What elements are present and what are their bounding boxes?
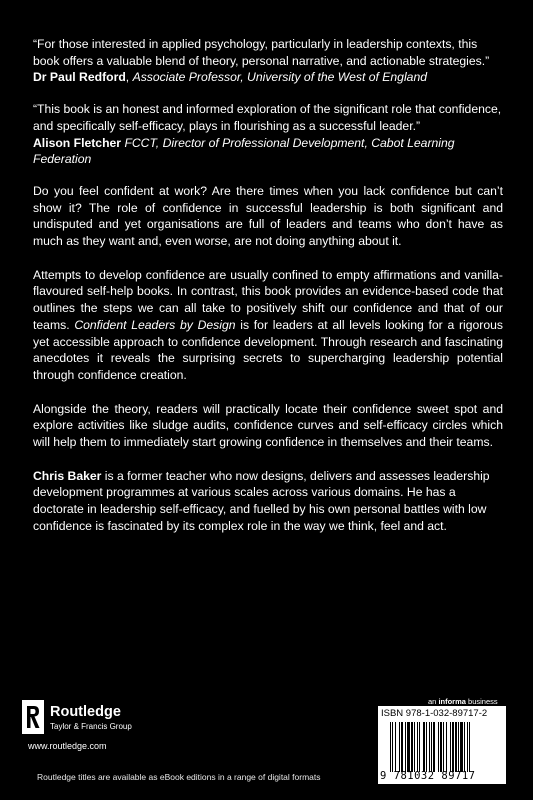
- routledge-r-logo: [22, 700, 44, 734]
- informa-tag: [428, 697, 498, 706]
- ebook-note: Routledge titles are available as eBook editions in a range of digital formats: [37, 772, 321, 782]
- informa-prefix: an: [428, 697, 439, 706]
- endorsement-2-attribution: [33, 135, 503, 168]
- barcode-bar: [433, 722, 435, 772]
- book-title-inline: Confident Leaders by Design: [74, 317, 236, 332]
- barcode-bar: [429, 722, 430, 772]
- informa-suffix: business: [465, 697, 498, 706]
- barcode-bar: [464, 722, 465, 772]
- barcode-bar: [401, 722, 403, 772]
- endorsement-2-name: Alison Fletcher: [33, 135, 122, 150]
- blurb-paragraph-2-start: Attempts to develop confidence are usually confined to empty affirmations and vanilla-flavoured self-help books. In contrast, this book provides an evidence-based code that outlines the steps we can all take to positively shift our confidence and that of our teams.: [33, 267, 503, 332]
- barcode-bar: [431, 722, 432, 772]
- barcode-bar: [423, 722, 425, 772]
- publisher-group: Taylor & Francis Group: [50, 722, 132, 731]
- barcode-bar: [395, 722, 396, 772]
- author-bio-text: is a former teacher who now designs, delivers and assesses leadership development programmes at various scales across various domains. He has a doctorate in leadership self-efficacy, and fuelled by his own personal battles with low confidence is fascinated by its complex role in the way we think, feel and act.: [33, 468, 490, 533]
- barcode-bar: [417, 722, 418, 772]
- barcode-bar: [458, 722, 459, 772]
- barcode-bar: [405, 722, 406, 772]
- endorsement-2-text: “This book is an honest and informed exploration of the significant role that confidence, and specifically self-efficacy, plays in flourishing as a successful leader.”: [33, 102, 502, 133]
- barcode-bar: [452, 722, 454, 772]
- isbn-label: ISBN 978-1-032-89717-2: [381, 708, 488, 719]
- barcode-bar: [450, 722, 451, 772]
- barcode-bar: [469, 722, 470, 772]
- barcode-digits: 9 781032 89717: [380, 770, 476, 782]
- barcode-bar: [399, 722, 400, 772]
- barcode-bar: [440, 722, 442, 772]
- publisher-url: www.routledge.com: [28, 741, 107, 751]
- barcode-bar: [390, 722, 391, 772]
- blurb-paragraph-1: Do you feel confident at work? Are there times when you lack confidence but can’t show it? The role of confidence in successful leadership is both significant and undisputed and yet organisations are full of leaders and teams who don’t have as much as they want and, even worse, are not doing anything about it.: [33, 183, 503, 249]
- blurb-paragraph-2: [33, 267, 503, 384]
- endorsement-2-title: FCCT, Director of Professional Development, Cabot Learning Federation: [33, 135, 455, 167]
- barcode-bar: [426, 722, 427, 772]
- barcode-bar: [446, 722, 447, 772]
- isbn-barcode: [378, 706, 506, 784]
- blurb-paragraph-2-end: is for leaders at all levels looking for a rigorous yet accessible approach to confidence development. Through research and fascinating anecdotes it reveals the surprising secrets to supercharging leadership potential through confidence creation.: [33, 317, 503, 382]
- barcode-bar: [411, 722, 413, 772]
- barcode-bar: [460, 722, 463, 772]
- endorsement-1-attribution: Dr Paul Redford, Associate Professor, University of the West of England: [33, 70, 428, 85]
- barcode-bars: [390, 722, 504, 772]
- endorsement-1-title: Associate Professor, University of the West of England: [132, 70, 428, 85]
- author-bio: [33, 468, 503, 535]
- publisher-name: Routledge: [50, 704, 121, 720]
- endorsement-1: [33, 36, 503, 86]
- barcode-bar: [414, 722, 415, 772]
- author-name: Chris Baker: [33, 468, 102, 483]
- informa-brand: informa: [438, 697, 466, 706]
- blurb-paragraph-3: Alongside the theory, readers will practically locate their confidence sweet spot and explore activities like sludge audits, confidence curves and self-efficacy circles which will help them to immediately start growing confidence in themselves and their teams.: [33, 401, 503, 450]
- barcode-bar: [438, 722, 439, 772]
- barcode-bar: [392, 722, 393, 772]
- barcode-bar: [407, 722, 410, 772]
- barcode-bar: [443, 722, 444, 772]
- back-cover-text: [33, 36, 503, 552]
- endorsement-1-text: “For those interested in applied psychology, particularly in leadership contexts, this book offers a valuable blend of theory, personal narrative, and actionable strategies.”: [33, 37, 490, 68]
- barcode-bar: [419, 722, 420, 772]
- endorsement-1-name: Dr Paul Redford: [33, 70, 126, 85]
- endorsement-2: [33, 101, 503, 168]
- barcode-bar: [455, 722, 457, 772]
- barcode-bar: [467, 722, 468, 772]
